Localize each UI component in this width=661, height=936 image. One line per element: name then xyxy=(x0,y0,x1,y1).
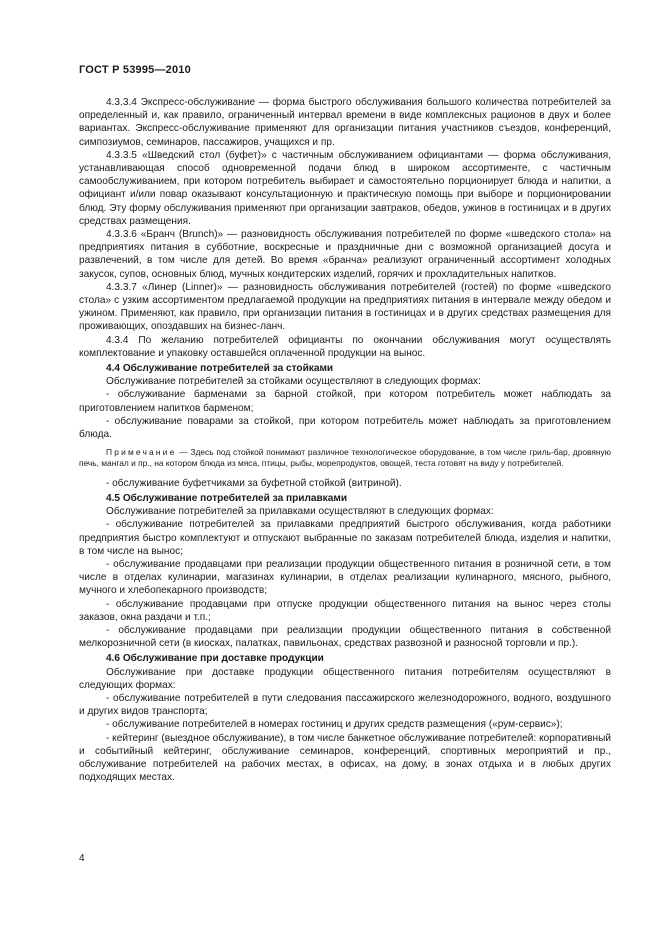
section-heading-4-5: 4.5 Обслуживание потребителей за прилавками xyxy=(106,492,348,504)
list-item: - обслуживание буфетчиками за буфетной стойкой (витриной). xyxy=(106,477,402,489)
page-number: 4 xyxy=(79,853,85,864)
list-item: - обслуживание потребителей за прилавками предприятий быстрого обслуживания, когда работники предприятия быстро комплектуют и отпускают выбранные по заказам потребителей блюда, изделия и напитки, в том числе на вынос; xyxy=(79,519,611,557)
paragraph-4-3-3-5: 4.3.3.5 «Шведский стол (буфет)» с частичным обслуживанием официантами — форма обслуживания, устанавливающая способ одновременной подачи блюд в широком ассортименте, с частичным самообслуживанием, при котором потребитель выбирает и самостоятельно порционирует блюда и напитки, а официант и/или повар оказывают консультационную и практическую помощь при выборе и порционировании блюд. Эту форму обслуживания применяют при организации завтраков, обедов, ужинов в гостиницах и в других средствах размещения. xyxy=(79,149,611,227)
paragraph-4-3-3-4: 4.3.3.4 Экспресс-обслуживание — форма быстрого обслуживания большого количества потребителей за определенный и, как правило, ограниченный интервал времени в виде комплексных рационов в двух и более вариантах. Экспресс-обслуживание применяют для организации питания участников съездов, конференций, симпозиумов, семинаров, пассажиров, учащихся и пр. xyxy=(79,97,611,148)
paragraph: Обслуживание при доставке продукции общественного питания потребителям осуществляют в следующих формах: xyxy=(79,666,611,691)
document-body xyxy=(79,96,611,784)
section-heading-4-4: 4.4 Обслуживание потребителей за стойками xyxy=(106,363,334,375)
document-header: ГОСТ Р 53995—2010 xyxy=(79,64,191,76)
list-item: - кейтеринг (выездное обслуживание), в том числе банкетное обслуживание потребителей: корпоративный и событийный кейтеринг, обслуживание семинаров, конференций, спортивных мероприятий и пр., обслуживание потребителей на рабочих местах, в офисах, на дому, в зонах отдыха и в любых других подходящих местах. xyxy=(79,732,611,784)
paragraph-4-3-3-7: 4.3.3.7 «Линер (Linner)» — разновидность обслуживания потребителей (гостей) по форме «шведского стола» с узким ассортиментом предлагаемой продукции на предприятиях питания в интервале между обедом и ужином. Применяют, как правило, при организации питания в гостиницах и в других средствах размещения для проживающих, опоздавших на бизнес-ланч. xyxy=(79,281,611,333)
paragraph: Обслуживание потребителей за стойками осуществляют в следующих формах: xyxy=(106,376,481,388)
note-label: Примечание xyxy=(106,447,177,458)
paragraph: Обслуживание потребителей за прилавками осуществляют в следующих формах: xyxy=(106,506,494,518)
list-item: - обслуживание продавцами при отпуске продукции общественного питания на вынос через столы заказов, окна раздачи и т.п.; xyxy=(79,598,611,623)
section-heading-4-6: 4.6 Обслуживание при доставке продукции xyxy=(106,653,324,665)
paragraph-4-3-3-6: 4.3.3.6 «Бранч (Brunch)» — разновидность обслуживания потребителей по форме «шведского стола» на предприятиях питания в субботние, воскресные и праздничные дни с возможной организацией досуга и развлечений, в том числе для детей. Во время «бранча» реализуют ограниченный ассортимент холодных закусок, супов, основных блюд, мучных кондитерских изделий, горячих и прохладительных напитков. xyxy=(79,229,611,280)
list-item: - обслуживание продавцами при реализации продукции общественного питания в собственной мелкорозничной сети (в киосках, палатках, павильонах, средствах развозной и разносной торговли и пр.). xyxy=(79,624,611,650)
note-text: — Здесь под стойкой понимают различное технологическое оборудование, в том числе гриль-бар, дровяную печь, мангал и пр., на котором блюда из мяса, птицы, рыбы, морепродуктов, овощей, теста готовят на виду у потребителей. xyxy=(79,447,611,469)
list-item: - обслуживание продавцами при реализации продукции общественного питания в розничной сети, в том числе в отделах кулинарии, магазинах кулинарии, в отделах реализации кулинарного, мясного, рыбного, мучного и хлебопекарного производств; xyxy=(79,558,611,597)
paragraph-4-3-4: 4.3.4 По желанию потребителей официанты по окончании обслуживания могут осуществлять комплектование и упаковку оставшейся оплаченной продукции на вынос. xyxy=(79,334,611,359)
list-item: - обслуживание потребителей в номерах гостиниц и других средств размещения («рум-сервис»); xyxy=(106,719,563,731)
list-item: - обслуживание потребителей в пути следования пассажирского железнодорожного, водного, воздушного и других видов транспорта; xyxy=(79,692,611,718)
list-item: - обслуживание барменами за барной стойкой, при котором потребитель может наблюдать за приготовлением напитков барменом; xyxy=(79,389,611,414)
note xyxy=(79,447,611,469)
list-item: - обслуживание поварами за стойкой, при котором потребитель может наблюдать за приготовлением блюда. xyxy=(79,415,611,441)
